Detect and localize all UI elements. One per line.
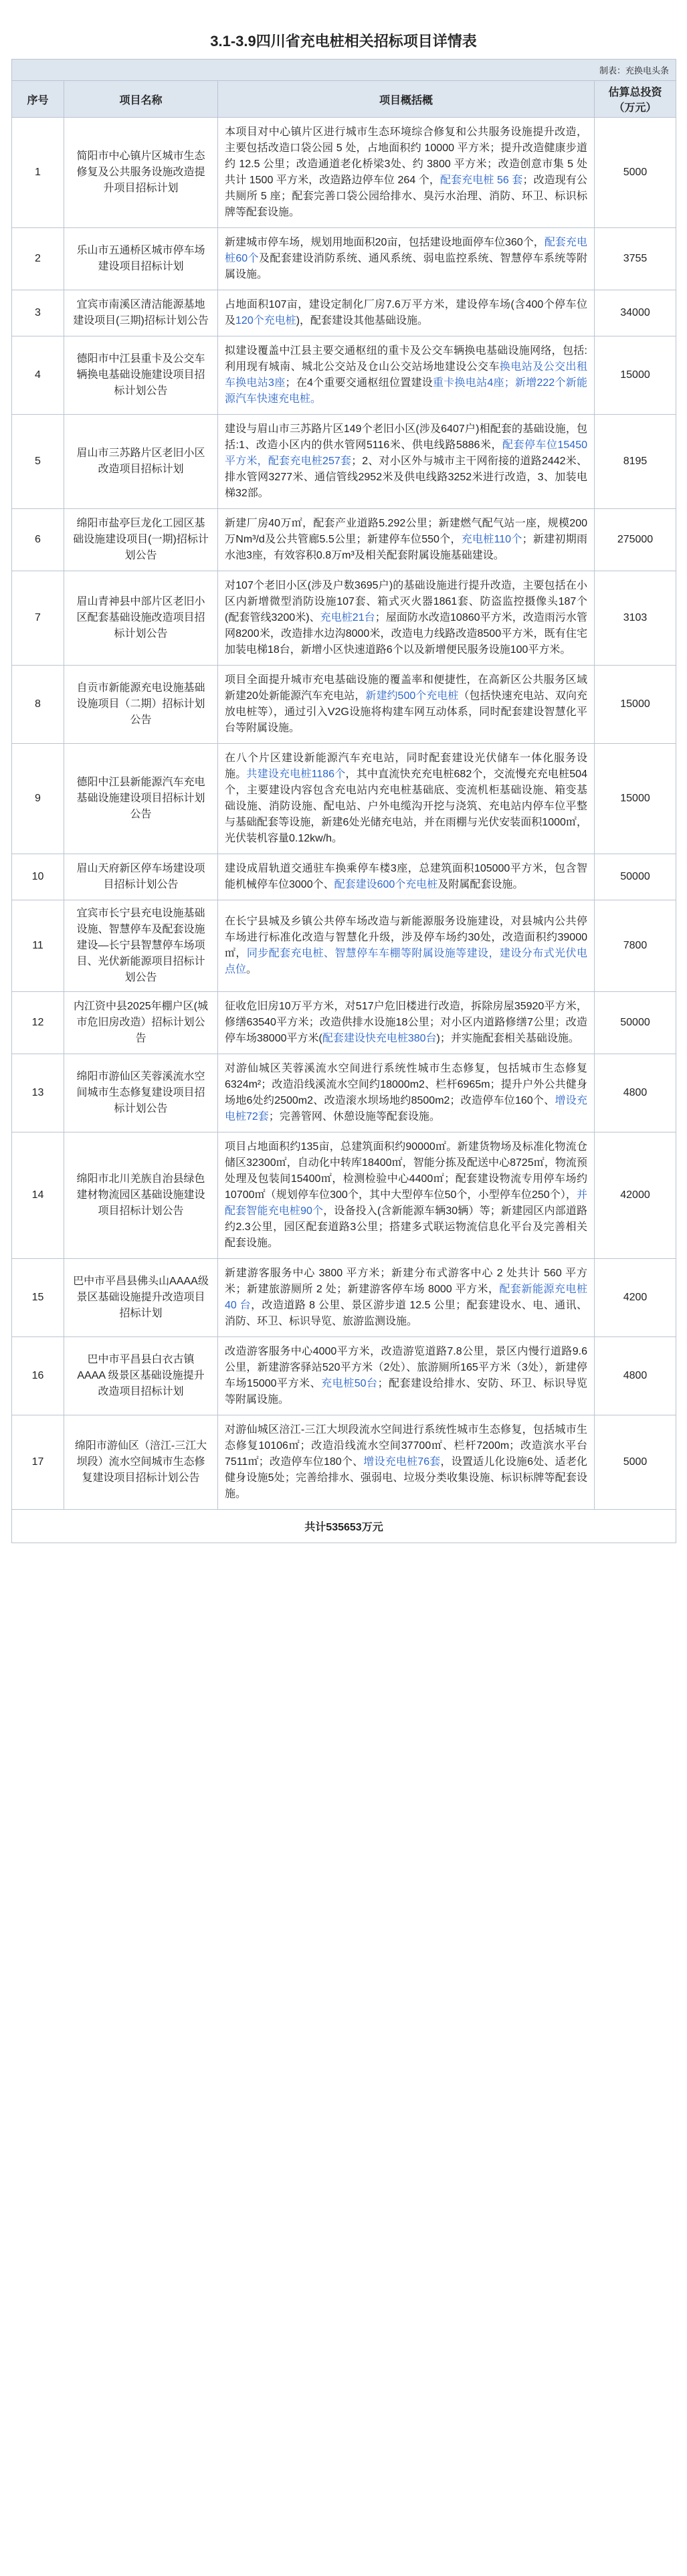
description-text: 占地面积107亩，建设定制化厂房7.6万平方米，建设停车场(含400个停车位及 [225, 299, 587, 326]
row-number: 13 [12, 1054, 64, 1132]
row-number: 3 [12, 290, 64, 336]
charging-pile-highlight: 充电桩21台 [320, 612, 375, 623]
description-text: 新建厂房40万㎡，配套产业道路5.292公里；新建燃气配气站一座，规模200万Nm³/d及公共管廊5.5公里；新建停车位550个， [225, 518, 587, 545]
project-description [218, 1259, 595, 1337]
project-name: 自贡市新能源充电设施基础设施项目（二期）招标计划公告 [64, 666, 218, 744]
description-text: 在八个片区建设新能源汽车充电站，同时配套建设光伏储车一体化服务设施。 [225, 753, 587, 780]
project-description [218, 509, 595, 571]
table-row [12, 1259, 676, 1337]
total-label: 共计535653万元 [12, 1510, 676, 1543]
description-text: ；在4个重要交通枢纽位置建设 [285, 377, 433, 389]
estimated-investment: 50000 [595, 992, 676, 1054]
project-description [218, 1054, 595, 1132]
project-description [218, 118, 595, 228]
description-text: （包括快速充电站、双向充放电桩等），通过引入V2G设施将构建车网互动体系，同时配套建设智慧化平台等附属设施。 [225, 690, 587, 734]
table-body [12, 118, 676, 1510]
description-text: 新建游客服务中心 3800 平方米；新建分布式游客中心 2 处共计 560 平方米；新建旅游厕所 2 处；新建游客停车场 8000 平方米， [225, 1268, 587, 1295]
row-number: 14 [12, 1132, 64, 1259]
charging-pile-highlight: 同步配套充电桩、智慧停车车棚等附属设施等建设，建设分布式光伏电点位 [225, 948, 587, 975]
row-number: 15 [12, 1259, 64, 1337]
table-row [12, 336, 676, 415]
project-description [218, 900, 595, 992]
charging-pile-highlight: 配套建设600个充电桩 [334, 879, 438, 890]
producer-row [12, 60, 676, 81]
project-description [218, 1415, 595, 1510]
project-description [218, 666, 595, 744]
project-name: 绵阳市盐亭巨龙化工园区基础设施建设项目(一期)招标计划公告 [64, 509, 218, 571]
row-number: 11 [12, 900, 64, 992]
row-number: 16 [12, 1337, 64, 1415]
project-name: 简阳市中心镇片区城市生态修复及公共服务设施改造提升项目招标计划 [64, 118, 218, 228]
estimated-investment: 5000 [595, 118, 676, 228]
project-description [218, 336, 595, 415]
header-investment: 估算总投资（万元） [595, 81, 676, 118]
charging-pile-highlight: 增设充电桩76套 [363, 1456, 441, 1468]
estimated-investment: 8195 [595, 415, 676, 509]
table-row [12, 1337, 676, 1415]
description-text: ；配套建设给排水、安防、环卫、标识导览等附属设施。 [225, 1378, 587, 1405]
description-text: 及配套建设消防系统、通风系统、弱电监控系统、智慧停车系统等附属设施。 [225, 253, 587, 280]
charging-pile-highlight: 增设充电桩72套 [225, 1095, 587, 1122]
estimated-investment: 3103 [595, 571, 676, 666]
project-name: 眉山市三苏路片区老旧小区改造项目招标计划 [64, 415, 218, 509]
description-text: ；屋面防水改造10860平方米，改造雨污水管网8200米，改造排水边沟8000米，改造电力线路改造8500平方米，既有住宅加装电梯18台，新增小区快速道路6个以及新增便民服务设施100平方米。 [225, 612, 587, 656]
charging-pile-highlight: 新建约500个充电桩 [365, 690, 459, 702]
row-number: 12 [12, 992, 64, 1054]
description-text: 对107个老旧小区(涉及户数3695户)的基础设施进行提升改造，主要包括在小区内新增微型消防设施107套、箱式灭火器1861套、防盗监控摄像头187个(配套管线3200米)、 [225, 580, 587, 623]
estimated-investment: 275000 [595, 509, 676, 571]
estimated-investment: 7800 [595, 900, 676, 992]
project-description [218, 415, 595, 509]
row-number: 7 [12, 571, 64, 666]
total-row [12, 1510, 676, 1543]
estimated-investment: 4800 [595, 1337, 676, 1415]
row-number: 2 [12, 228, 64, 290]
description-text: ，设置适儿化设施6处、适老化健身设施5处；完善给排水、强弱电、垃圾分类收集设施、标识标牌等配套设施。 [225, 1456, 587, 1500]
charging-pile-highlight: 配套充电桩 56 套 [439, 175, 523, 186]
project-description [218, 1337, 595, 1415]
estimated-investment: 15000 [595, 666, 676, 744]
project-name: 宜宾市南溪区清洁能源基地建设项目(三期)招标计划公告 [64, 290, 218, 336]
description-text: 新建城市停车场，规划用地面积20亩，包括建设地面停车位360个， [225, 237, 545, 248]
project-name: 宜宾市长宁县充电设施基础设施、智慧停车及配套设施建设—长宁县智慧停车场项目、光伏新能源项目招标计划公告 [64, 900, 218, 992]
project-name: 乐山市五通桥区城市停车场建设项目招标计划 [64, 228, 218, 290]
charging-pile-highlight: 充电桩50台 [321, 1378, 378, 1389]
description-text: ，其中直流快充充电桩682个，交流慢充充电桩504个，主要建设内容包含充电站内充电桩基础底、变流机柜基础设施、箱变基础设施、消防设施、配电站、户外电缆沟开挖与浇筑、充电站内停车位平整与基础配套等设施，新建6处光储充电站，并在雨棚与光伏安装面积1000㎡，光伏装机容量0.12kw/h。 [225, 769, 587, 844]
header-name: 项目名称 [64, 81, 218, 118]
charging-pile-highlight: 充电桩110个 [461, 534, 522, 545]
project-description [218, 228, 595, 290]
description-text: ；新建初期雨水池3座，有效容积0.8万m³及相关配套附属设施基础建设。 [225, 534, 587, 561]
row-number: 5 [12, 415, 64, 509]
table-row [12, 571, 676, 666]
estimated-investment: 5000 [595, 1415, 676, 1510]
row-number: 17 [12, 1415, 64, 1510]
estimated-investment: 4200 [595, 1259, 676, 1337]
row-number: 4 [12, 336, 64, 415]
producer-label: 制表：充换电头条 [12, 60, 676, 81]
estimated-investment: 42000 [595, 1132, 676, 1259]
table-row [12, 228, 676, 290]
table-row [12, 666, 676, 744]
table-row [12, 854, 676, 900]
estimated-investment: 4800 [595, 1054, 676, 1132]
table-row [12, 1415, 676, 1510]
description-text: 对游仙城区芙蓉溪流水空间进行系统性城市生态修复，包括城市生态修复6324m²；改造沿线溪流水空间约18000m2、栏杆6965m；提升户外公共健身场地6处约2500m2、改造滚水坝场地约8500m2；改造停车位160个、 [225, 1063, 587, 1106]
estimated-investment: 34000 [595, 290, 676, 336]
project-name: 巴中市平昌县佛头山AAAA级景区基础设施提升改造项目招标计划 [64, 1259, 218, 1337]
table-row [12, 1132, 676, 1259]
table-row [12, 900, 676, 992]
charging-pile-highlight: 配套停车位15450平方米，配套充电桩257套 [225, 439, 587, 467]
table-row [12, 415, 676, 509]
description-text: 在长宁县城及乡镇公共停车场改造与新能源服务设施建设，对县城内公共停车场进行标准化改造与智慧化升级，涉及停车场约30处，改造面积约39000㎡， [225, 916, 587, 959]
charging-pile-highlight: 120个充电桩 [235, 315, 296, 326]
project-description [218, 571, 595, 666]
table-row [12, 290, 676, 336]
description-text: 本项目对中心镇片区进行城市生态环境综合修复和公共服务设施提升改造，主要包括改造口袋公园 5 处，占地面积约 10000 平方米；提升改造健康步道约 12.5 公里；改造通道老化桥梁3处、约 3800 平方米；改造创意市集 5 处共计 1500 平方米，改造路边停车位 264 个， [225, 126, 587, 186]
project-name: 德阳市中江县重卡及公交车辆换电基础设施建设项目招标计划公告 [64, 336, 218, 415]
row-number: 8 [12, 666, 64, 744]
estimated-investment: 15000 [595, 336, 676, 415]
description-text: 项目占地面积约135亩，总建筑面积约90000㎡。新建货物场及标准化物流仓储区32300㎡，自动化中转库18400㎡，智能分拣及配送中心8725㎡，物流预处理及包装间15400㎡，检测检验中心4400㎡；配套建设物流专用停车场约10700㎡（规划停车位300个，其中大型停车位50个，小型停车位250个）， [225, 1141, 587, 1201]
project-description [218, 992, 595, 1054]
page-title: 3.1-3.9四川省充电桩相关招标项目详情表 [210, 33, 477, 49]
estimated-investment: 50000 [595, 854, 676, 900]
project-name: 绵阳市北川羌族自治县绿色建材物流园区基础设施建设项目招标计划公告 [64, 1132, 218, 1259]
project-name: 眉山青神县中部片区老旧小区配套基础设施改造项目招标计划公告 [64, 571, 218, 666]
charging-pile-highlight: 并配套智能充电桩90个 [225, 1189, 587, 1217]
description-text: ，设备投入(含新能源车辆30辆）等；新建园区内部道路约2.3公里，园区配套道路3公里；搭建多式联运物流信息化平台及完善相关配套设施。 [225, 1205, 587, 1249]
description-text: 建设与眉山市三苏路片区149个老旧小区(涉及6407户)相配套的基础设施，包括:1、改造小区内的供水管网5116米、供电线路5886米， [225, 423, 587, 451]
table-row [12, 992, 676, 1054]
project-description [218, 290, 595, 336]
description-text: 。 [246, 964, 258, 975]
description-text: 项目全面提升城市充电基础设施的覆盖率和便捷性，在高新区公共服务区域新建20处新能源汽车充电站， [225, 674, 587, 702]
project-description [218, 854, 595, 900]
table-row [12, 744, 676, 854]
project-name: 眉山天府新区停车场建设项目招标计划公告 [64, 854, 218, 900]
charging-pile-highlight: 配套新能源充电桩 40 台 [225, 1284, 587, 1311]
charging-pile-highlight: 配套充电桩60个 [225, 237, 587, 264]
description-text: )，配套建设其他基础设施。 [296, 315, 429, 326]
description-text: 改造游客服务中心4000平方米，改造游览道路7.8公里，景区内慢行道路9.6公里，新建游客驿站520平方米（2处）、旅游厕所165平方米（3处），新建停车场15000平方米、 [225, 1346, 587, 1389]
description-text: ，改造道路 8 公里、景区游步道 12.5 公里；配套建设水、电、通讯、消防、环卫、标识导览、旅游监测设施。 [225, 1300, 587, 1327]
charging-pile-highlight: 换电站及公交出租车换电站3座 [225, 361, 587, 389]
row-number: 1 [12, 118, 64, 228]
description-text: 征收危旧房10万平方米，对517户危旧楼进行改造，拆除房屋35920平方米，修缮63540平方米；改造供排水设施18公里；对小区内道路修缮7公里；改造停车场38000平方米( [225, 1001, 587, 1044]
header-desc: 项目概括概 [218, 81, 595, 118]
header-num: 序号 [12, 81, 64, 118]
project-name: 绵阳市游仙区（涪江-三江大坝段）流水空间城市生态修复建设项目招标计划公告 [64, 1415, 218, 1510]
table-row [12, 1054, 676, 1132]
description-text: 拟建设覆盖中江县主要交通枢纽的重卡及公交车辆换电基础设施网络，包括:利用现有城南、城北公交站及仓山公交站场地建设公交车 [225, 345, 587, 373]
project-description [218, 744, 595, 854]
row-number: 9 [12, 744, 64, 854]
project-description [218, 1132, 595, 1259]
charging-pile-highlight: 共建设充电桩1186个 [246, 769, 346, 780]
description-text: 建设成眉轨道交通驻车换乘停车楼3座，总建筑面积105000平方米，包含智能机械停车位3000个、 [225, 863, 587, 890]
project-name: 巴中市平昌县白衣古镇 AAAA 级景区基础设施提升改造项目招标计划 [64, 1337, 218, 1415]
description-text: ；改造现有公共厕所 5 座；配套完善口袋公园给排水、臭污水治理、消防、环卫、标识标牌等配套设施。 [225, 175, 587, 218]
project-name: 德阳中江县新能源汽车充电基础设施建设项目招标计划公告 [64, 744, 218, 854]
description-text: ；完善管网、休憩设施等配套设施。 [268, 1111, 440, 1122]
table-row [12, 509, 676, 571]
estimated-investment: 15000 [595, 744, 676, 854]
description-text: 及附属配套设施。 [437, 879, 524, 890]
project-name: 内江资中县2025年棚户区(城市危旧房改造）招标计划公告 [64, 992, 218, 1054]
projects-table [11, 59, 676, 1543]
project-name: 绵阳市游仙区芙蓉溪流水空间城市生态修复建设项目招标计划公告 [64, 1054, 218, 1132]
row-number: 10 [12, 854, 64, 900]
estimated-investment: 3755 [595, 228, 676, 290]
description-text: 对游仙城区涪江-三江大坝段流水空间进行系统性城市生态修复，包括城市生态修复10106㎡；改造沿线流水空间37700㎡、栏杆7200m；改造滨水平台7511㎡；改造停车位180个、 [225, 1424, 587, 1468]
charging-pile-highlight: 配套建设快充电桩380台 [322, 1033, 437, 1044]
description-text: ；2、对小区外与城市主干网衔接的道路2442米、排水管网3277米、通信管线2952米及供电线路3252米进行改造，3、加装电梯32部。 [225, 456, 588, 499]
description-text: )；并实施配套相关基础设施。 [436, 1033, 579, 1044]
table-row [12, 118, 676, 228]
charging-pile-highlight: 重卡换电站4座；新增222个新能源汽车快速充电桩。 [225, 377, 587, 405]
table-header-row [12, 81, 676, 118]
row-number: 6 [12, 509, 64, 571]
